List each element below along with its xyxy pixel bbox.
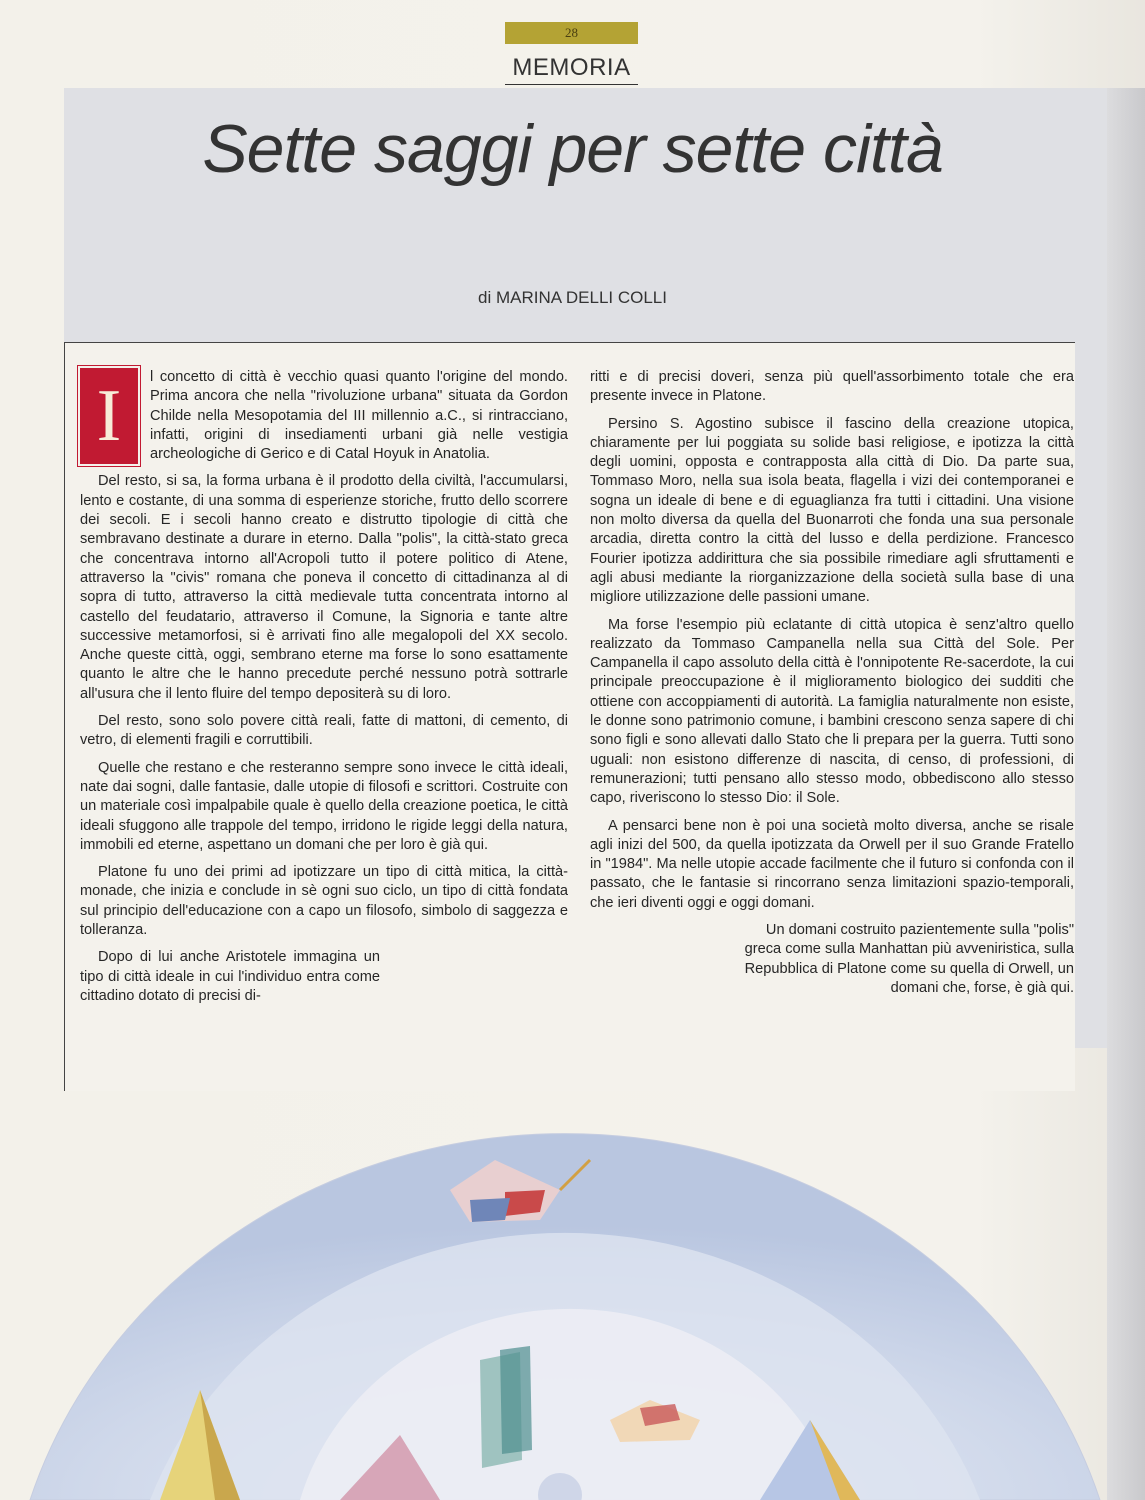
paragraph: Del resto, si sa, la forma urbana è il prodotto della civiltà, l'accumularsi, lento e costante, di una somma di esperienze storiche, frutto dello scorrere dei secoli. E i secoli hanno creato e distrutto tipologie di città che sembravano destinate a durare in eterno. Dalla "polis", la città-stato greca che concentrava intorno all'Acropoli tutto il potere politico di Atene, attraverso la "civis" romana che poneva il concetto di cittadinanza al di sopra di tutto, attraverso la città medievale tutta concentrata intorno al castello del feudatario, attraverso il Comune, la Signoria e tante altre successive metamorfosi, si è arrivati fino alle megalopoli del XX secolo. Anche queste città, oggi, sembrano eterne ma forse lo sono esattamente quanto le altre che le hanno precedute perché nessuno potrà sottrarle all'usura che il lento fluire del tempo depositerà su di loro. xyxy=(80,473,568,702)
paragraph: ritti e di precisi doveri, senza più quell'assorbimento totale che era presente invece in Platone. xyxy=(590,369,1074,405)
paragraph: Dopo di lui anche Aristotele immagina un tipo di città ideale in cui l'individuo entra come cittadino dotato di precisi di- xyxy=(80,949,380,1004)
article-title: Sette saggi per sette città xyxy=(202,111,943,187)
paragraph xyxy=(80,368,568,464)
page-number: 28 xyxy=(505,22,638,44)
closing-paragraph: Un domani costruito pazientemente sulla "polis" greca come sulla Manhattan più avveniristica, sulla Repubblica di Platone come su quella di Orwell, un domani che, forse, è già qui. xyxy=(744,922,1074,996)
utopian-city-illustration xyxy=(0,1040,1145,1500)
tower-block-dark xyxy=(500,1346,532,1454)
paragraph: Ma forse l'esempio più eclatante di città utopica è senz'altro quello realizzato da Tommaso Campanella nella sua Città del Sole. Per Campanella il capo assoluto della città è l'onnipotente Re-sacerdote, la cui principale preoccupazione è il miglioramento biologico dei sudditi che ottiene con accoppiamenti di autorità. La famiglia naturalmente non esiste, le donne sono patrimonio comune, i bambini crescono senza sapere di chi sono figli e sono allevati dallo Stato che li prepara per la guerra. Tutti sono uguali: non esistono differenze di nascita, di censo, di professioni, di remunerazioni; tutti pensano allo stesso modo, obbediscono allo stesso capo, riveriscono lo stesso Dio: il Sole. xyxy=(590,616,1074,807)
drop-cap: I xyxy=(80,368,138,464)
paragraph: Persino S. Agostino subisce il fascino della creazione utopica, chiaramente per lui poggiata su solide basi religiose, e ipotizza la città degli uomini, opposta e contrapposta alla città di Dio. Da parte sua, Tommaso Moro, nella sua isola beata, flagella i vizi dei contemporanei e sogna un ideale di bene e di eguaglianza fra tutti i cittadini. Una visione non molto diversa da quella del Buonarroti che fonda una sua personale arcadia, diretta contro la città del lusso e della perdizione. Francesco Fourier ipotizza addirittura che sia possibile rimediare agli sfruttamenti e agli abusi mediante la riorganizzazione della società sulla base di una migliore utilizzazione delle passioni umane. xyxy=(590,415,1074,606)
floating-shard-blue xyxy=(470,1198,510,1222)
floating-shard-red xyxy=(505,1190,545,1216)
paragraph-text: l concetto di città è vecchio quasi quanto l'origine del mondo. Prima ancora che nella "rivoluzione urbana" situata da Gordon Childe nella Mesopotamia del III millennio a.C., si rintracciano, infatti, origini di insediamenti urbani già nelle vestigia archeologiche di Gerico e di Catal Hoyuk in Anatolia. xyxy=(150,369,568,463)
right-column xyxy=(590,368,1074,1006)
left-column xyxy=(80,368,568,1014)
article-byline: di MARINA DELLI COLLI xyxy=(478,288,667,307)
section-title: MEMORIA xyxy=(505,54,638,85)
paragraph: A pensarci bene non è poi una società molto diversa, anche se risale agli inizi del 500, da quella ipotizzata da Orwell per il suo Grande Fratello in "1984". Ma nelle utopie accade facilmente che il futuro si confonda con il passato, che le fantasie si rincorrano senza limitazioni spazio-temporali, che ieri diventi oggi e oggi domani. xyxy=(590,817,1074,911)
paragraph: Quelle che restano e che resteranno sempre sono invece le città ideali, nate dai sogni, dalle fantasie, dalle utopie di filosofi e scrittori. Costruite con un materiale così impalpabile quale è quello della creazione poetica, le città ideali sfuggono alle trappole del tempo, irridono le rigide leggi della natura, immobili ed eterne, aspettano un domani che per loro è già qui. xyxy=(80,759,568,853)
paragraph: Platone fu uno dei primi ad ipotizzare un tipo di città mitica, la città-monade, che inizia e conclude in sè ogni suo ciclo, un tipo di città fondata sul principio dell'educazione con a capo un filosofo, simbolo di saggezza e tolleranza. xyxy=(80,864,568,939)
paragraph: Del resto, sono solo povere città reali, fatte di mattoni, di cemento, di vetro, di elementi fragili e corruttibili. xyxy=(80,713,568,749)
